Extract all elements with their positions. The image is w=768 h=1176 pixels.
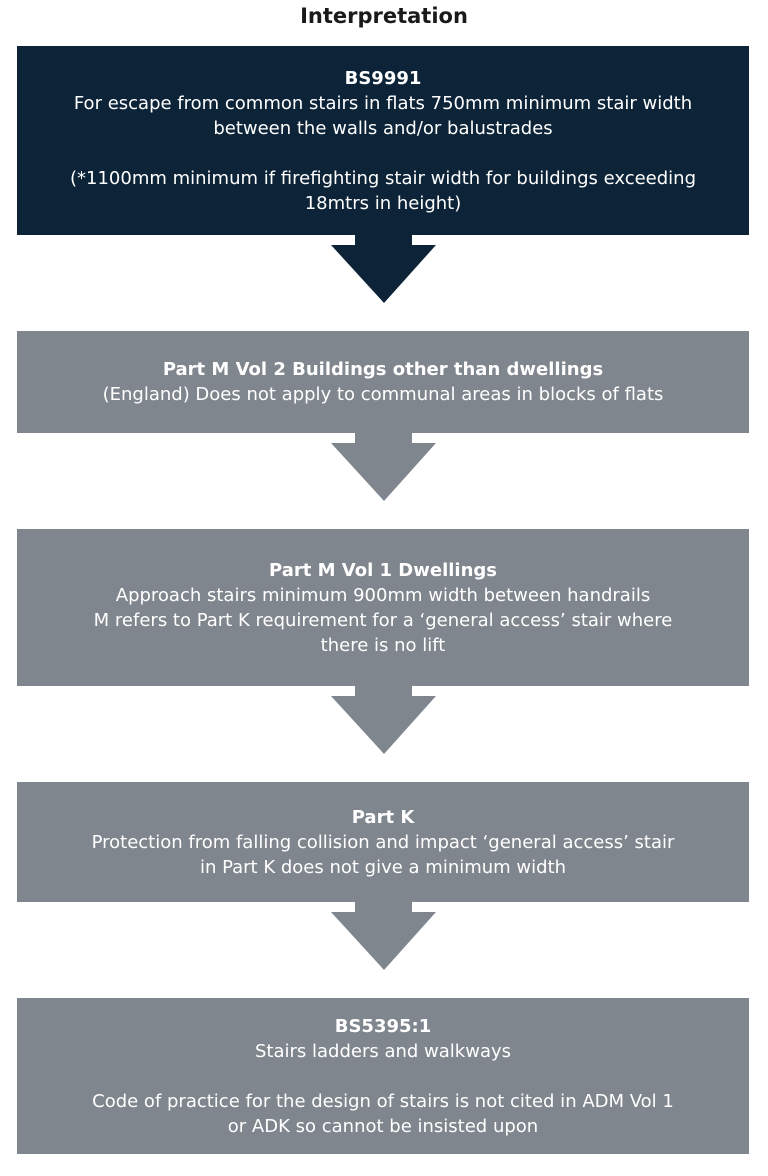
box-line: between the walls and/or balustrades <box>213 117 553 139</box>
box-line: there is no lift <box>320 634 446 656</box>
box-heading: Part M Vol 1 Dwellings <box>268 559 498 581</box>
box-heading: Part K <box>351 806 415 828</box>
box-bs9991 <box>17 46 749 235</box>
box-heading: Part M Vol 2 Buildings other than dwellings <box>162 359 604 380</box>
box-line: 18mtrs in height) <box>304 192 462 214</box>
box-part-k <box>17 782 749 902</box>
box-part-m-vol1 <box>17 529 749 686</box>
flow-arrow <box>0 902 768 970</box>
flow-arrow <box>0 433 768 501</box>
box-part-m-vol2 <box>17 331 749 433</box>
box-line: (England) Does not apply to communal areas in blocks of flats <box>102 384 664 405</box>
box-line: (*1100mm minimum if firefighting stair width for buildings exceeding <box>69 167 697 189</box>
arrow-down-shape <box>331 686 436 754</box>
box-line: Protection from falling collision and impact ‘general access’ stair <box>91 831 675 853</box>
box-heading: BS9991 <box>344 67 422 89</box>
box-line: or ADK so cannot be insisted upon <box>227 1115 539 1137</box>
box-line: Approach stairs minimum 900mm width between handrails <box>115 584 651 606</box>
flow-arrow <box>0 686 768 754</box>
diagram-title: Interpretation <box>300 4 468 28</box>
arrow-down-shape <box>331 235 436 303</box>
box-line: For escape from common stairs in flats 750mm minimum stair width <box>73 92 693 114</box>
box-bs5395 <box>17 998 749 1154</box>
box-line: Stairs ladders and walkways <box>254 1040 512 1062</box>
flow-arrow <box>0 235 768 303</box>
arrow-down-shape <box>331 433 436 501</box>
box-heading: BS5395:1 <box>334 1015 432 1037</box>
box-line: M refers to Part K requirement for a ‘general access’ stair where <box>93 609 673 631</box>
box-line: in Part K does not give a minimum width <box>199 856 567 878</box>
box-line: Code of practice for the design of stairs is not cited in ADM Vol 1 <box>92 1090 674 1112</box>
arrow-down-shape <box>331 902 436 970</box>
